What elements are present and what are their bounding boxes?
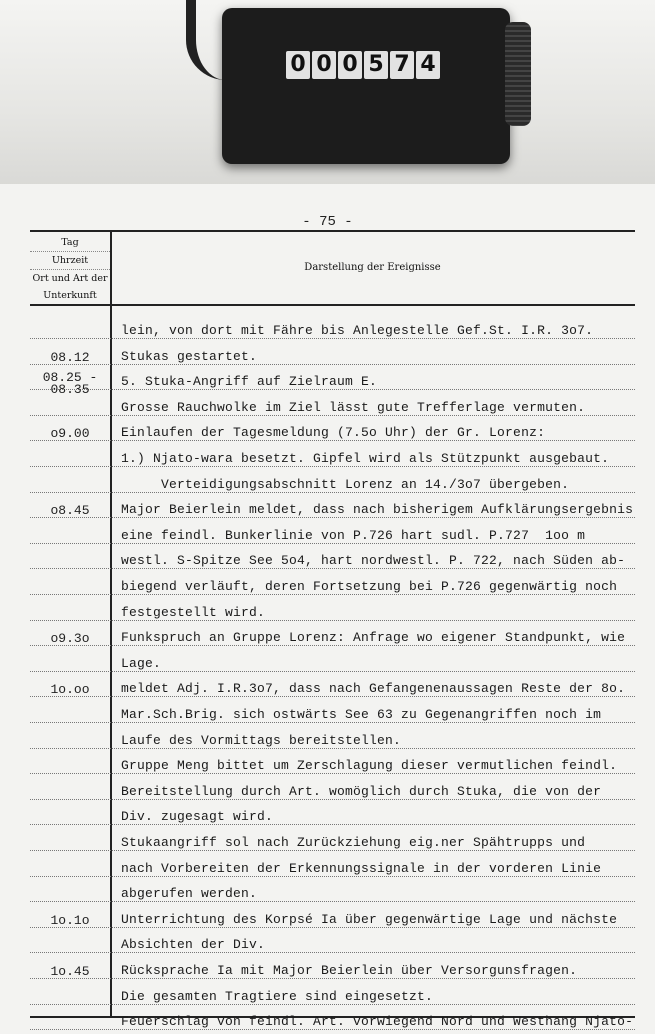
row-text: Grosse Rauchwolke im Ziel lässt gute Trefferlage vermuten.: [121, 399, 586, 415]
row-time: 08.12: [50, 349, 90, 365]
row-text: Feuerschlag von feindl. Art. vorwiegend Nord und Westhang Njato-: [121, 1014, 634, 1030]
row-text: Lage.: [121, 655, 162, 671]
table-row: [30, 440, 635, 467]
counter-digit: 7: [390, 51, 414, 79]
table-row: [30, 722, 635, 749]
row-time: [30, 312, 110, 338]
row-text: Major Beierlein meldet, dass nach bisherigem Aufklärungsergebnis: [121, 502, 634, 518]
document-page: [0, 184, 655, 1034]
table-row: [30, 517, 635, 544]
counter-digits: [286, 51, 442, 79]
row-text: Unterrichtung des Korpsé Ia über gegenwärtige Lage und nächste: [121, 911, 618, 927]
table-row: [30, 594, 635, 621]
table-row: [30, 875, 635, 902]
header-bottom-rule: [30, 304, 635, 306]
counter-digit: 4: [416, 51, 440, 79]
row-time: o8.45: [50, 503, 90, 519]
table-row: [30, 824, 635, 851]
header-ort: Ort und Art der: [32, 273, 108, 284]
row-time: [30, 798, 110, 824]
table-row: [30, 670, 635, 697]
header-tag: Tag: [30, 234, 110, 252]
row-time: [30, 850, 110, 876]
table-row: [30, 466, 635, 493]
table-row: [30, 696, 635, 723]
counter-photo: [0, 0, 655, 186]
row-time: o9.00: [50, 426, 90, 442]
row-time: [30, 773, 110, 799]
table-row: [30, 926, 635, 953]
row-time: [30, 1003, 110, 1029]
row-text: biegend verläuft, deren Fortsetzung bei P.726 gegenwärtig noch: [121, 579, 618, 594]
counter-digit: 0: [338, 51, 362, 79]
row-text: Stukas gestartet.: [121, 348, 258, 364]
table-row: [30, 389, 635, 416]
row-time: [30, 542, 110, 568]
row-time: [30, 568, 110, 594]
row-time: 08.25 - 08.35: [42, 370, 98, 398]
page-number: - 75 -: [302, 214, 353, 230]
row-text: Div. zugesagt wird.: [121, 809, 274, 825]
row-text: festgestellt wird.: [121, 604, 266, 620]
header-time-place: [30, 234, 110, 304]
row-text: Bereitstellung durch Art. womöglich durch Stuka, die von der: [121, 783, 602, 799]
row-text: lein, von dort mit Fähre bis Anlegestelle Gef.St. I.R. 3o7.: [121, 323, 594, 338]
row-text: Einlaufen der Tagesmeldung (7.5o Uhr) der Gr. Lorenz:: [121, 425, 546, 441]
row-text: abgerufen werden.: [121, 886, 258, 902]
row-text: westl. S-Spitze See 5o4, hart nordwestl. P. 722, nach Süden ab-: [121, 553, 626, 569]
header-unterkunft: Unterkunft: [43, 290, 97, 301]
row-time: [30, 696, 110, 722]
row-time: [30, 875, 110, 901]
row-text: 1.) Njato-wara besetzt. Gipfel wird als Stützpunkt ausgebaut.: [121, 451, 610, 466]
row-time: [30, 594, 110, 620]
table-row: [30, 619, 635, 646]
row-text: Die gesamten Tragtiere sind eingesetzt.: [121, 988, 434, 1004]
row-time: [30, 824, 110, 850]
table-row: [30, 747, 635, 774]
table-row: [30, 952, 635, 979]
row-text: Absichten der Div.: [121, 937, 266, 953]
row-text: Funkspruch an Gruppe Lorenz: Anfrage wo eigener Standpunkt, wie: [121, 630, 626, 646]
top-rule: [30, 230, 635, 232]
row-time: [30, 389, 110, 415]
row-time: [30, 517, 110, 543]
table-row: [30, 978, 635, 1005]
table-row: [30, 338, 635, 365]
row-text: 5. Stuka-Angriff auf Zielraum E.: [121, 374, 378, 390]
table-row: [30, 568, 635, 595]
header-events-title: Darstellung der Ereignisse: [304, 262, 441, 273]
table-row: [30, 542, 635, 569]
table-row: [30, 773, 635, 800]
row-text: nach Vorbereiten der Erkennungssignale in der vorderen Linie: [121, 860, 602, 876]
row-time: 1o.oo: [50, 682, 90, 698]
row-time: 1o.1o: [50, 912, 90, 928]
row-text: eine feindl. Bunkerlinie von P.726 hart sudl. P.727 1oo m: [121, 527, 586, 543]
counter-knob: [505, 22, 531, 126]
row-time: [30, 440, 110, 466]
row-time: [30, 722, 110, 748]
counter-digit: 5: [364, 51, 388, 79]
table-row: [30, 491, 635, 518]
table-row: [30, 798, 635, 825]
row-time: [30, 466, 110, 492]
row-text: Verteidigungsabschnitt Lorenz an 14./3o7 übergeben.: [121, 476, 570, 492]
table-row: [30, 1003, 635, 1030]
table-row: [30, 850, 635, 877]
row-time: [30, 747, 110, 773]
row-time: o9.3o: [50, 631, 90, 647]
row-time: [30, 645, 110, 671]
counter-device: [222, 8, 510, 164]
row-text: Rücksprache Ia mit Major Beierlein über Versorgunsfragen.: [121, 963, 578, 978]
row-text: Gruppe Meng bittet um Zerschlagung dieser vermutlichen feindl.: [121, 758, 618, 774]
row-time: [30, 926, 110, 952]
row-time: [30, 978, 110, 1004]
counter-digit: 0: [312, 51, 336, 79]
table-row: [30, 901, 635, 928]
table-row: [30, 363, 635, 398]
row-text: Mar.Sch.Brig. sich ostwärts See 63 zu Gegenangriffen noch im: [121, 707, 602, 722]
row-text: meldet Adj. I.R.3o7, dass nach Gefangenenaussagen Reste der 8o.: [121, 681, 626, 697]
table-row: [30, 312, 635, 339]
row-text: Laufe des Vormittags bereitstellen.: [121, 732, 402, 748]
row-text: Stukaangriff sol nach Zurückziehung eig.ner Spähtrupps und: [121, 835, 586, 850]
counter-digit: 0: [286, 51, 310, 79]
table-row: [30, 414, 635, 441]
table-row: [30, 645, 635, 672]
header-uhrzeit: Uhrzeit: [30, 252, 110, 270]
row-time: 1o.45: [50, 964, 90, 979]
